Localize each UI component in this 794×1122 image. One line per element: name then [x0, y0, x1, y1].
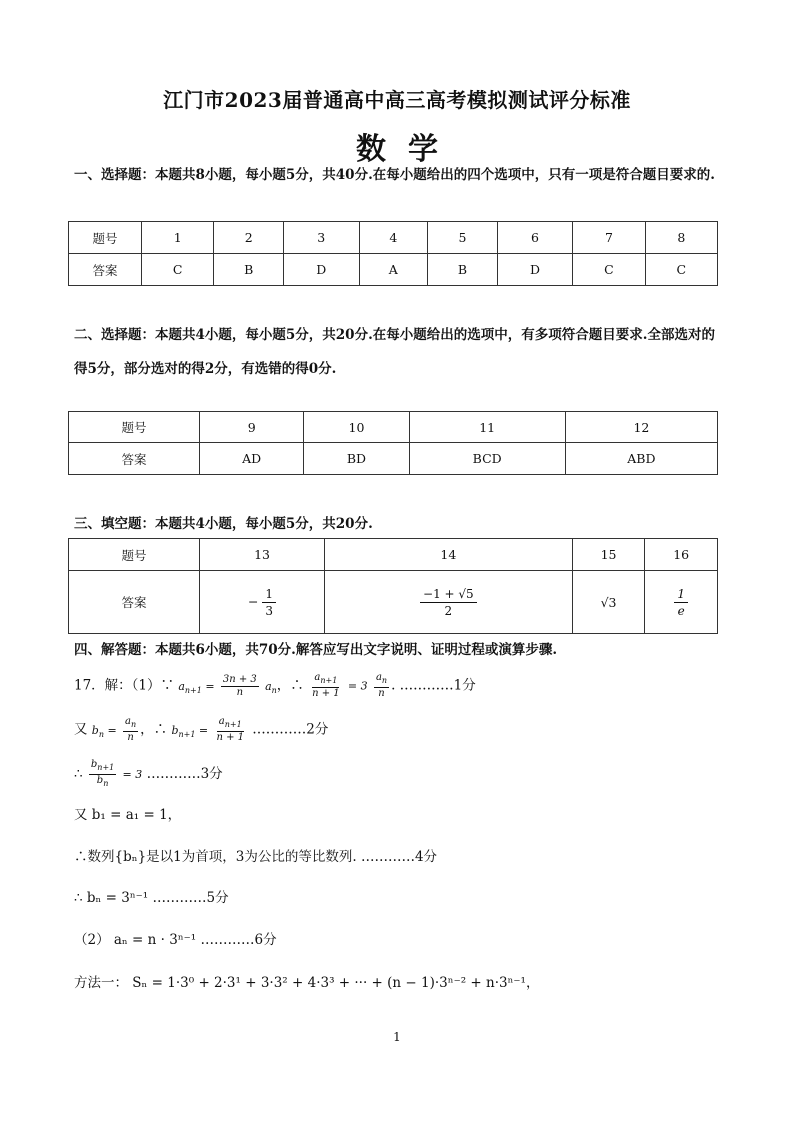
- formula-fraction: $\frac{a_{n+1}}{n + 1}$: [216, 716, 244, 743]
- score-mark: …………3分: [146, 766, 223, 782]
- formula-fraction: $\frac{a_{n+1}}{n + 1}$: [312, 672, 340, 699]
- question-number: 5: [428, 222, 498, 254]
- section3-answer-table: [68, 538, 718, 634]
- answer-13-fraction: [262, 586, 276, 619]
- row-header-question: 题号: [69, 412, 200, 443]
- formula-fraction: $\frac{3n + 3}{n}$: [222, 673, 257, 698]
- question-number: 2: [214, 222, 284, 254]
- answer-cell: C: [142, 254, 214, 286]
- question-number: 1: [142, 222, 214, 254]
- answer-cell-13: [200, 571, 325, 634]
- answer-cell: BCD: [409, 443, 565, 475]
- question-number: 7: [573, 222, 645, 254]
- question-number: 10: [304, 412, 409, 443]
- answer-cell: A: [359, 254, 428, 286]
- table-row: [69, 412, 718, 443]
- formula-fraction: $\frac{a_n}{n}$: [375, 672, 388, 699]
- answer-cell: C: [573, 254, 645, 286]
- answer-cell-16: [645, 571, 718, 634]
- numerator: −1 + √5: [420, 586, 477, 603]
- answer-14-fraction: [420, 586, 477, 619]
- question-number: 16: [645, 539, 718, 571]
- document-title: 江门市2023届普通高中高三高考模拟测试评分标准: [163, 88, 631, 112]
- denominator: 2: [444, 603, 453, 618]
- solution-line-2: 又 $b_n$ = $\frac{a_n}{n}$ ，∴ $b_{n+1}$ = $\frac{a_{n+1}}{n + 1}$ …………2分: [74, 716, 329, 743]
- section2-instructions: 二、选择题：本题共4小题，每小题5分，共20分.在每小题给出的选项中，有多项符合题目要求.全部选对的得5分，部分选对的得2分，有选错的得0分.: [74, 327, 715, 377]
- score-mark: …………4分: [360, 849, 438, 865]
- line-prefix: （2） aₙ = n · 3ⁿ⁻¹: [74, 932, 197, 948]
- question-number: 14: [325, 539, 573, 571]
- question-number: 8: [645, 222, 717, 254]
- answer-cell: BD: [304, 443, 409, 475]
- numerator: 1: [674, 586, 688, 603]
- answer-cell: ABD: [565, 443, 717, 475]
- table-row: [69, 222, 718, 254]
- answer-cell: AD: [200, 443, 304, 475]
- line-prefix: 17．解：（1）∵: [74, 677, 175, 694]
- score-mark: …………1分: [399, 677, 476, 694]
- table-row: [69, 443, 718, 475]
- score-mark: …………6分: [200, 932, 277, 948]
- score-mark: …………5分: [152, 890, 229, 906]
- answer-cell-15: √3: [572, 571, 645, 634]
- answer-cell: B: [428, 254, 498, 286]
- line-prefix: ∴数列{bₙ}是以1为首项，3为公比的等比数列.: [74, 849, 357, 865]
- row-header-answer: 答案: [69, 571, 200, 634]
- question-number: 12: [565, 412, 717, 443]
- question-number: 11: [409, 412, 565, 443]
- question-number: 13: [200, 539, 325, 571]
- line-prefix: 又: [74, 721, 88, 738]
- denominator: e: [677, 603, 685, 618]
- numerator: 1: [262, 586, 276, 603]
- row-header-answer: 答案: [69, 443, 200, 475]
- formula-fraction: $\frac{b_{n+1}}{b_n}$: [90, 759, 115, 788]
- question-number: 15: [572, 539, 645, 571]
- denominator: 3: [265, 603, 274, 618]
- answer-13-sign: −: [247, 593, 259, 609]
- answer-16-fraction: [674, 586, 688, 619]
- formula-fraction: $\frac{a_n}{n}$: [125, 716, 137, 743]
- score-mark: …………2分: [252, 721, 329, 738]
- page-number: 1: [393, 1030, 401, 1044]
- line-prefix: ∴: [74, 766, 83, 782]
- subject-heading: 数学: [356, 132, 460, 167]
- answer-cell: C: [645, 254, 717, 286]
- question-number: 4: [359, 222, 428, 254]
- row-header-answer: 答案: [69, 254, 142, 286]
- row-header-question: 题号: [69, 222, 142, 254]
- solution-line-3: ∴ $\frac{b_{n+1}}{b_n}$ = 3 …………3分: [74, 759, 223, 788]
- answer-cell: D: [497, 254, 572, 286]
- solution-line-4: 又 b₁ = a₁ = 1，: [74, 807, 182, 823]
- table-row: [69, 254, 718, 286]
- section1-instructions: 一、选择题：本题共8小题，每小题5分，共40分.在每小题给出的四个选项中，只有一项是符合题目要求的.: [74, 167, 715, 183]
- table-row: [69, 539, 718, 571]
- question-number: 3: [284, 222, 359, 254]
- question-number: 6: [497, 222, 572, 254]
- table-row: [69, 571, 718, 634]
- solution-line-6: [74, 886, 229, 906]
- solution-line-1: 17．解：（1）∵ $a_{n+1}$ = $\frac{3n + 3}{n}$ $a_n$，∴ $\frac{a_{n+1}}{n + 1}$ = 3 $\frac{a_n}{n}$ . …………1分: [74, 672, 476, 699]
- solution-line-7: [74, 928, 277, 948]
- section3-instructions: 三、填空题：本题共4小题，每小题5分，共20分.: [74, 516, 373, 532]
- question-number: 9: [200, 412, 304, 443]
- solution-line-5: [74, 845, 437, 865]
- section4-instructions: 四、解答题：本题共6小题，共70分.解答应写出文字说明、证明过程或演算步骤.: [74, 642, 558, 658]
- answer-cell: D: [284, 254, 359, 286]
- answer-cell-14: [325, 571, 573, 634]
- row-header-question: 题号: [69, 539, 200, 571]
- answer-cell: B: [214, 254, 284, 286]
- line-prefix: ∴ bₙ = 3ⁿ⁻¹: [74, 890, 149, 906]
- solution-line-8: 方法一： Sₙ = 1·3⁰ + 2·3¹ + 3·3² + 4·3³ + ··· + (n − 1)·3ⁿ⁻² + n·3ⁿ⁻¹，: [74, 975, 540, 991]
- section1-answer-table: [68, 221, 718, 286]
- section2-answer-table: [68, 411, 718, 475]
